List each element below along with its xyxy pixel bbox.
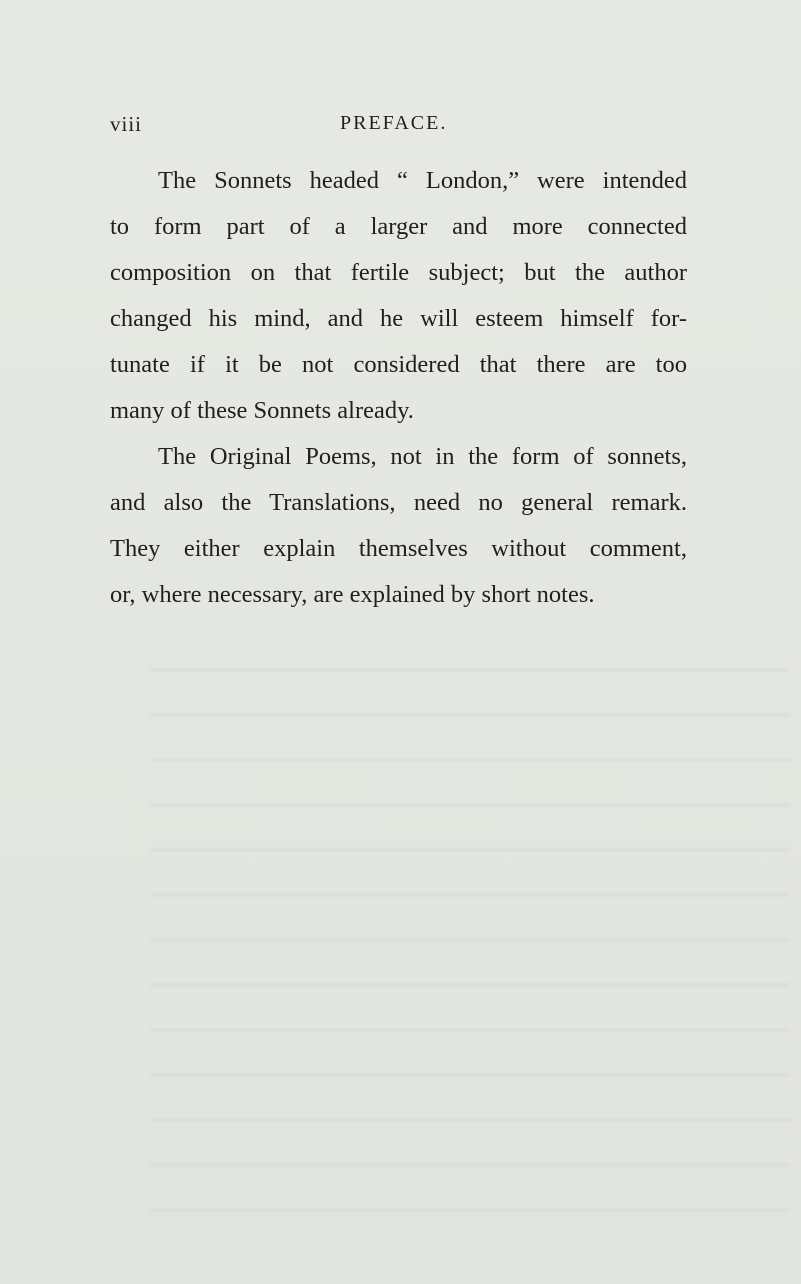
text-line: composition on that fertile subject; but the author — [110, 259, 687, 286]
text-line: or, where necessary, are explained by short notes. — [110, 581, 595, 608]
text-line: many of these Sonnets already. — [110, 397, 414, 424]
page-number: viii — [110, 112, 143, 136]
show-through-texture — [150, 640, 790, 1240]
text-line: They either explain themselves without comment, — [110, 535, 687, 562]
text-line: The Sonnets headed “ London,” were intended — [158, 167, 687, 194]
running-head — [110, 112, 696, 142]
text-line: tunate if it be not considered that there are too — [110, 351, 687, 378]
text-line: to form part of a larger and more connected — [110, 213, 687, 240]
paragraph-2 — [110, 434, 687, 618]
running-head-title: PREFACE. — [340, 112, 448, 134]
body-text — [110, 158, 687, 618]
paragraph-1 — [110, 158, 687, 434]
text-line: changed his mind, and he will esteem himself for- — [110, 305, 687, 332]
text-line: The Original Poems, not in the form of sonnets, — [158, 443, 687, 470]
text-line: and also the Translations, need no general remark. — [110, 489, 687, 516]
